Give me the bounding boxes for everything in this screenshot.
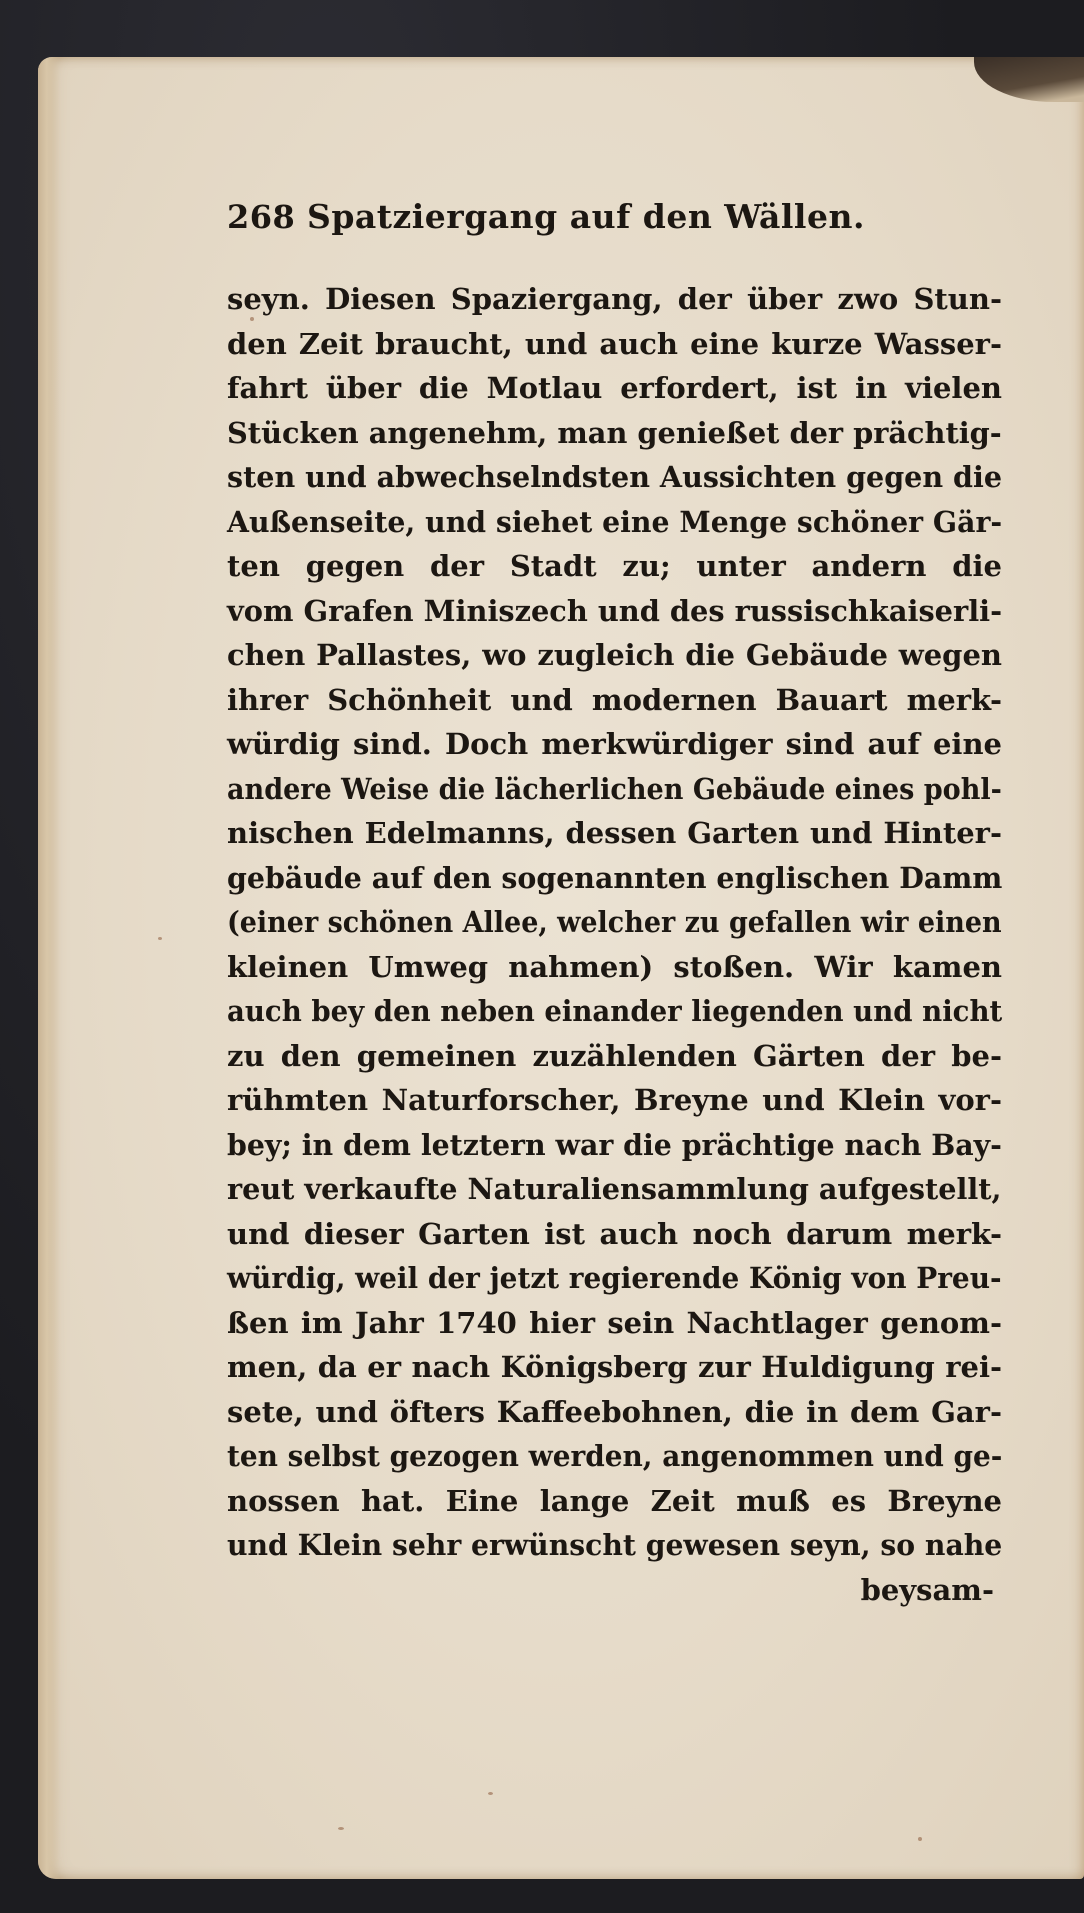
text-line: sete, und öfters Kaffeebohnen, die in dem Gar-	[227, 1394, 1002, 1429]
text-line: Stücken angenehm, man genießet der prächtig-	[227, 415, 1002, 450]
text-line: den Zeit braucht, und auch eine kurze Wasser-	[227, 326, 1002, 361]
text-line: würdig, weil der jetzt regierende König von Preu-	[227, 1261, 1002, 1295]
text-line: auch bey den neben einander liegenden und nicht	[227, 994, 1003, 1028]
text-line: zu den gemeinen zuzählenden Gärten der be-	[227, 1038, 1002, 1073]
page-header	[227, 197, 1002, 249]
text-line: ihrer Schönheit und modernen Bauart merk-	[227, 682, 1002, 717]
text-line: sten und abwechselndsten Aussichten gegen die	[227, 460, 1003, 494]
text-line: rühmten Naturforscher, Breyne und Klein vor-	[227, 1083, 1002, 1117]
text-line: nischen Edelmanns, dessen Garten und Hinter-	[227, 816, 1002, 850]
running-title: Spatziergang auf den Wällen.	[307, 197, 865, 236]
paper-speck	[488, 1792, 493, 1795]
catchword: beysam-	[860, 1572, 994, 1607]
text-line: (einer schönen Allee, welcher zu gefallen wir einen	[227, 905, 1002, 939]
body-text	[227, 277, 1002, 1568]
paper-speck	[158, 937, 162, 940]
text-line: und dieser Garten ist auch noch darum merk-	[227, 1216, 1002, 1251]
text-line: vom Grafen Miniszech und des russischkaiserli-	[227, 593, 1003, 628]
text-line: und Klein sehr erwünscht gewesen seyn, so nahe	[227, 1528, 1003, 1562]
text-line: ßen im Jahr 1740 hier sein Nachtlager genom-	[227, 1305, 1002, 1340]
page-number: 268	[227, 198, 296, 236]
text-line: ten gegen der Stadt zu; unter andern die	[227, 549, 1002, 583]
text-line: gebäude auf den sogenannten englischen Damm	[227, 860, 1003, 895]
page-text-block	[227, 197, 1002, 1612]
text-line: andere Weise die lächerlichen Gebäude eines pohl-	[227, 771, 1002, 806]
text-line: bey; in dem letztern war die prächtige nach Bay-	[227, 1127, 1002, 1162]
text-line: seyn. Diesen Spaziergang, der über zwo Stun-	[227, 282, 1002, 316]
paper-speck	[918, 1837, 922, 1841]
text-line: men, da er nach Königsberg zur Huldigung rei-	[227, 1350, 1002, 1384]
page-stack-edge	[38, 57, 60, 1879]
text-line: kleinen Umweg nahmen) stoßen. Wir kamen	[227, 949, 1002, 984]
page-corner-curl	[974, 57, 1084, 102]
text-line: Außenseite, und siehet eine Menge schöner Gär-	[227, 504, 1003, 539]
text-line: nossen hat. Eine lange Zeit muß es Breyne	[227, 1483, 1002, 1518]
paper-speck	[338, 1827, 344, 1830]
text-line: fahrt über die Motlau erfordert, ist in vielen	[227, 371, 1002, 405]
text-line: ten selbst gezogen werden, angenommen und ge-	[227, 1439, 1003, 1473]
text-line: reut verkaufte Naturaliensammlung aufgestellt,	[227, 1172, 1002, 1206]
text-line: würdig sind. Doch merkwürdiger sind auf eine	[227, 727, 1002, 761]
text-line: chen Pallastes, wo zugleich die Gebäude wegen	[227, 638, 1002, 672]
